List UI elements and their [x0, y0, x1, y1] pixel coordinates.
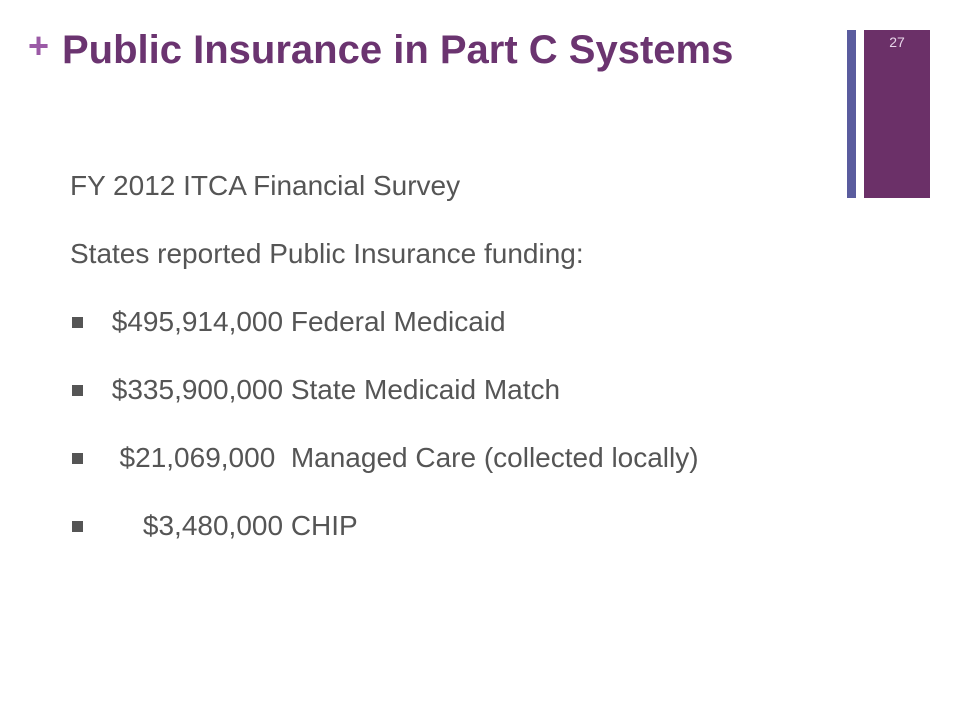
list-item: [70, 302, 870, 370]
slide-number: 27: [889, 34, 905, 50]
funding-intro: States reported Public Insurance funding:: [70, 238, 584, 269]
plus-icon: +: [28, 25, 50, 66]
survey-heading: FY 2012 ITCA Financial Survey: [70, 170, 461, 201]
bullet-text: $495,914,000 Federal Medicaid: [104, 306, 506, 337]
list-item: [70, 506, 870, 574]
bullet-text: $21,069,000 Managed Care (collected locally): [104, 442, 699, 473]
bullet-text: $335,900,000 State Medicaid Match: [104, 374, 561, 405]
list-item: [70, 370, 870, 438]
square-bullet-icon: [72, 385, 83, 396]
square-bullet-icon: [72, 453, 83, 464]
list-item: [70, 438, 870, 506]
accent-bar-thick: [864, 30, 930, 198]
bullet-text: $3,480,000 CHIP: [104, 510, 358, 541]
square-bullet-icon: [72, 521, 83, 532]
slide-title: Public Insurance in Part C Systems: [62, 28, 734, 72]
square-bullet-icon: [72, 317, 83, 328]
slide-body: [70, 166, 870, 574]
